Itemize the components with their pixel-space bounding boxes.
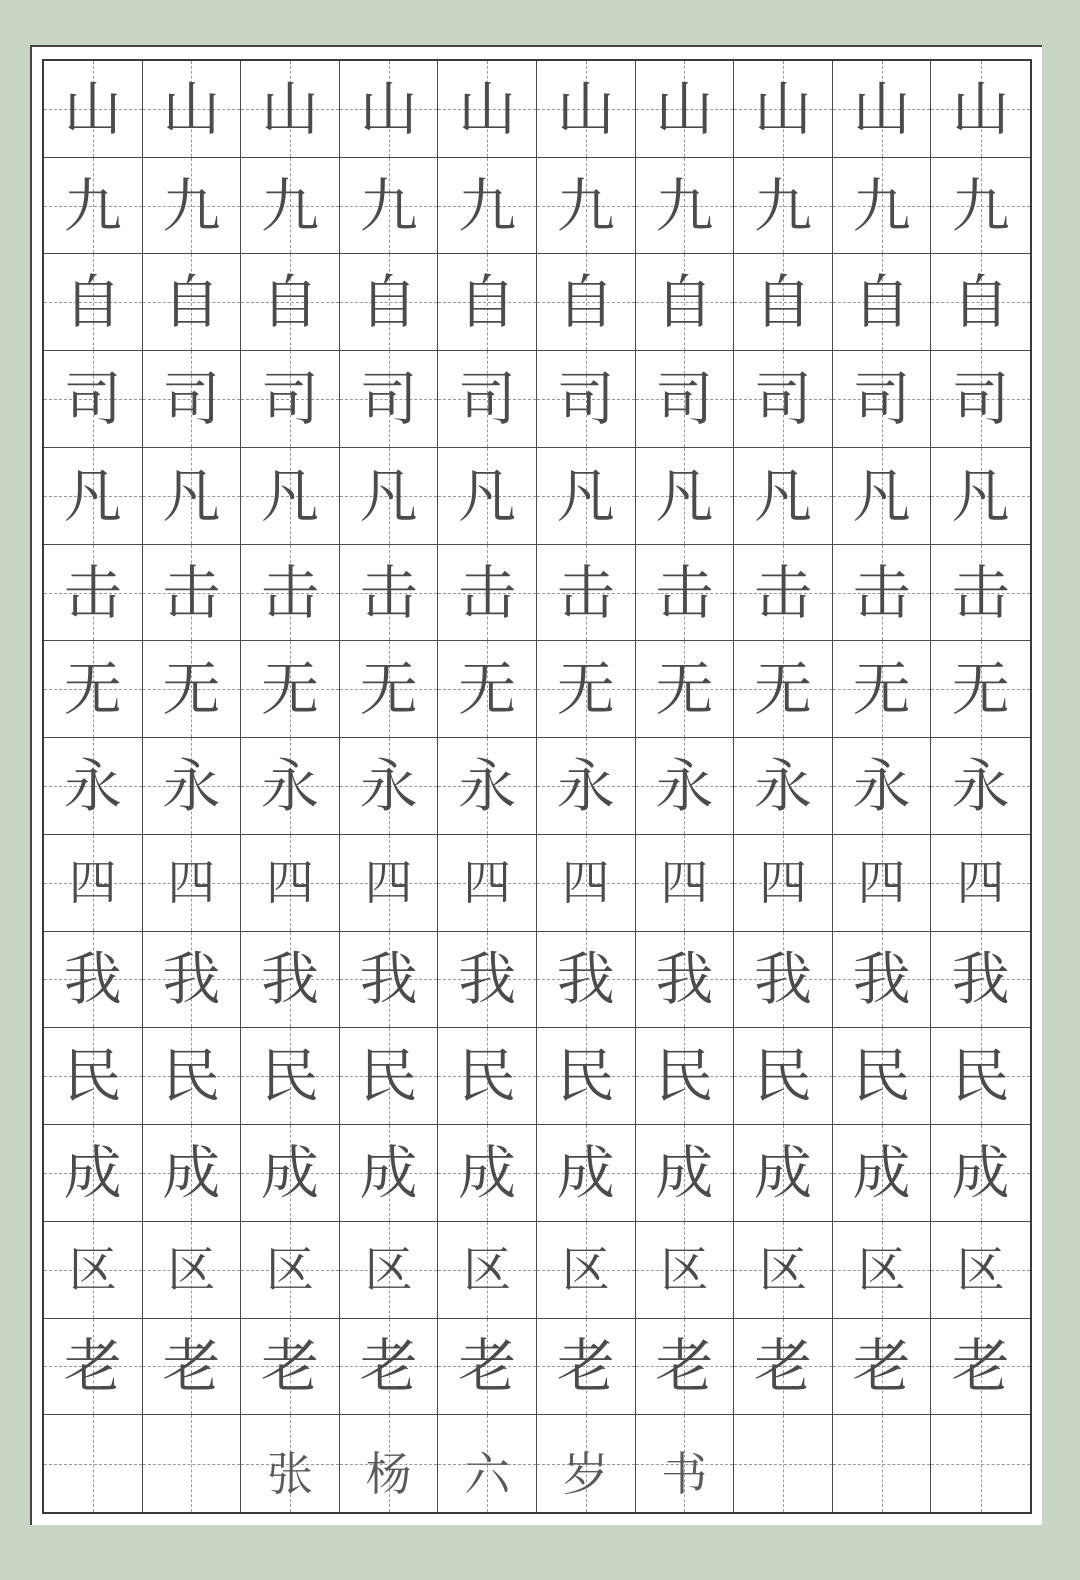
handwritten-character: 我 <box>458 945 517 1014</box>
handwritten-character: 老 <box>260 1332 319 1401</box>
grid-cell <box>241 158 340 255</box>
grid-cell <box>537 61 636 158</box>
handwritten-character: 山 <box>359 74 418 143</box>
handwritten-character: 自 <box>655 268 714 337</box>
grid-cell <box>833 254 932 351</box>
grid-cell <box>438 1125 537 1222</box>
grid-cell <box>438 1415 537 1512</box>
handwritten-character: 自 <box>852 268 911 337</box>
handwritten-character: 击 <box>556 558 615 627</box>
handwritten-character: 老 <box>753 1332 812 1401</box>
handwritten-character: 自 <box>359 268 418 337</box>
grid-cell <box>241 448 340 545</box>
grid-cell <box>537 738 636 835</box>
grid-cell <box>833 1319 932 1416</box>
handwritten-character: 凡 <box>655 461 714 530</box>
grid-cell <box>340 835 439 932</box>
grid-cell <box>734 1028 833 1125</box>
handwritten-character: 司 <box>951 365 1010 434</box>
handwritten-character: 凡 <box>852 461 911 530</box>
handwritten-character: 司 <box>162 365 221 434</box>
handwritten-character: 永 <box>556 751 615 820</box>
grid-cell <box>340 254 439 351</box>
grid-cell <box>241 1319 340 1416</box>
handwritten-character: 凡 <box>63 461 122 530</box>
handwritten-character: 九 <box>655 171 714 240</box>
grid-cell <box>734 158 833 255</box>
handwritten-character: 民 <box>852 1042 911 1111</box>
grid-cell <box>537 932 636 1029</box>
grid-cell <box>636 1028 735 1125</box>
grid-cell <box>340 158 439 255</box>
handwritten-character: 凡 <box>162 461 221 530</box>
handwritten-character: 击 <box>359 558 418 627</box>
handwritten-character: 我 <box>852 945 911 1014</box>
grid-cell <box>44 932 143 1029</box>
handwritten-character: 司 <box>753 365 812 434</box>
grid-cell <box>241 738 340 835</box>
handwritten-character: 区 <box>68 1241 117 1298</box>
handwritten-character: 无 <box>458 655 517 724</box>
handwritten-character: 永 <box>162 751 221 820</box>
handwritten-character: 成 <box>359 1138 418 1207</box>
character-grid <box>42 59 1032 1514</box>
handwritten-character: 司 <box>852 365 911 434</box>
grid-cell <box>734 61 833 158</box>
grid-cell <box>537 1415 636 1512</box>
grid-cell <box>44 351 143 448</box>
handwritten-character: 成 <box>951 1138 1010 1207</box>
handwritten-character: 山 <box>655 74 714 143</box>
grid-cell <box>931 158 1030 255</box>
grid-cell <box>636 448 735 545</box>
grid-cell <box>438 254 537 351</box>
handwritten-character: 永 <box>458 751 517 820</box>
handwritten-character: 无 <box>162 655 221 724</box>
grid-cell <box>734 1222 833 1319</box>
grid-cell <box>931 545 1030 642</box>
handwritten-character: 我 <box>556 945 615 1014</box>
grid-cell <box>734 351 833 448</box>
handwritten-character: 九 <box>63 171 122 240</box>
grid-cell <box>438 835 537 932</box>
handwritten-character: 无 <box>655 655 714 724</box>
grid-cell <box>734 1415 833 1512</box>
grid-cell <box>833 158 932 255</box>
handwritten-character: 我 <box>359 945 418 1014</box>
grid-cell <box>44 641 143 738</box>
handwritten-character: 无 <box>260 655 319 724</box>
handwritten-character: 四 <box>364 854 413 911</box>
grid-cell <box>44 1222 143 1319</box>
grid-cell <box>241 835 340 932</box>
grid-cell <box>931 254 1030 351</box>
grid-cell <box>636 641 735 738</box>
handwritten-character: 我 <box>753 945 812 1014</box>
grid-cell <box>438 61 537 158</box>
grid-cell <box>340 448 439 545</box>
grid-cell <box>44 448 143 545</box>
grid-cell <box>340 1028 439 1125</box>
grid-cell <box>734 835 833 932</box>
grid-cell <box>44 61 143 158</box>
grid-cell <box>833 61 932 158</box>
handwritten-character: 山 <box>162 74 221 143</box>
grid-cell <box>438 1222 537 1319</box>
grid-cell <box>931 448 1030 545</box>
handwritten-character: 九 <box>359 171 418 240</box>
grid-cell <box>438 932 537 1029</box>
grid-cell <box>734 932 833 1029</box>
grid-cell <box>143 351 242 448</box>
grid-cell <box>636 1222 735 1319</box>
handwritten-character: 老 <box>162 1332 221 1401</box>
handwritten-character: 老 <box>458 1332 517 1401</box>
handwritten-character: 永 <box>852 751 911 820</box>
handwritten-character: 山 <box>458 74 517 143</box>
grid-cell <box>438 158 537 255</box>
handwritten-character: 我 <box>951 945 1010 1014</box>
grid-cell <box>537 1125 636 1222</box>
handwritten-character: 司 <box>260 365 319 434</box>
grid-cell <box>143 932 242 1029</box>
handwritten-character: 民 <box>63 1042 122 1111</box>
handwritten-character: 区 <box>561 1241 610 1298</box>
handwritten-character: 成 <box>556 1138 615 1207</box>
grid-cell <box>833 738 932 835</box>
grid-cell <box>241 1415 340 1512</box>
handwritten-character: 凡 <box>753 461 812 530</box>
handwritten-character: 民 <box>162 1042 221 1111</box>
practice-sheet <box>30 45 1042 1525</box>
handwritten-character: 永 <box>63 751 122 820</box>
grid-cell <box>44 158 143 255</box>
grid-cell <box>143 1028 242 1125</box>
grid-cell <box>734 254 833 351</box>
handwritten-character: 四 <box>857 854 906 911</box>
handwritten-character: 老 <box>951 1332 1010 1401</box>
handwritten-character: 成 <box>655 1138 714 1207</box>
grid-cell <box>734 545 833 642</box>
handwritten-character: 老 <box>359 1332 418 1401</box>
handwritten-character: 凡 <box>556 461 615 530</box>
grid-cell <box>833 1125 932 1222</box>
grid-cell <box>241 351 340 448</box>
handwritten-character: 杨 <box>365 1446 412 1501</box>
grid-cell <box>931 835 1030 932</box>
grid-cell <box>143 61 242 158</box>
grid-cell <box>833 1222 932 1319</box>
grid-cell <box>833 1028 932 1125</box>
handwritten-character: 凡 <box>951 461 1010 530</box>
grid-cell <box>537 254 636 351</box>
grid-cell <box>438 1028 537 1125</box>
handwritten-character: 九 <box>852 171 911 240</box>
handwritten-character: 四 <box>561 854 610 911</box>
grid-cell <box>241 932 340 1029</box>
handwritten-character: 民 <box>556 1042 615 1111</box>
grid-cell <box>537 641 636 738</box>
handwritten-character: 自 <box>951 268 1010 337</box>
handwritten-character: 永 <box>260 751 319 820</box>
handwritten-character: 四 <box>758 854 807 911</box>
grid-cell <box>241 1125 340 1222</box>
grid-cell <box>537 448 636 545</box>
handwritten-character: 无 <box>63 655 122 724</box>
grid-cell <box>143 1125 242 1222</box>
handwritten-character: 无 <box>951 655 1010 724</box>
handwritten-character: 永 <box>359 751 418 820</box>
handwritten-character: 民 <box>951 1042 1010 1111</box>
grid-cell <box>833 448 932 545</box>
handwritten-character: 击 <box>162 558 221 627</box>
handwritten-character: 区 <box>857 1241 906 1298</box>
grid-cell <box>636 158 735 255</box>
grid-cell <box>636 254 735 351</box>
grid-cell <box>537 1222 636 1319</box>
handwritten-character: 击 <box>951 558 1010 627</box>
handwritten-character: 自 <box>162 268 221 337</box>
handwritten-character: 自 <box>260 268 319 337</box>
handwritten-character: 击 <box>458 558 517 627</box>
handwritten-character: 永 <box>951 751 1010 820</box>
handwritten-character: 区 <box>463 1241 512 1298</box>
handwritten-character: 永 <box>655 751 714 820</box>
handwritten-character: 山 <box>260 74 319 143</box>
handwritten-character: 岁 <box>562 1446 609 1501</box>
handwritten-character: 民 <box>359 1042 418 1111</box>
grid-cell <box>438 351 537 448</box>
handwritten-character: 民 <box>655 1042 714 1111</box>
handwritten-character: 山 <box>63 74 122 143</box>
grid-cell <box>537 351 636 448</box>
handwritten-character: 九 <box>753 171 812 240</box>
grid-cell <box>340 545 439 642</box>
handwritten-character: 山 <box>852 74 911 143</box>
grid-cell <box>340 932 439 1029</box>
grid-cell <box>44 1125 143 1222</box>
grid-cell <box>241 641 340 738</box>
handwritten-character: 自 <box>753 268 812 337</box>
handwritten-character: 永 <box>753 751 812 820</box>
handwritten-character: 凡 <box>458 461 517 530</box>
grid-cell <box>241 1222 340 1319</box>
handwritten-character: 击 <box>260 558 319 627</box>
handwritten-character: 司 <box>63 365 122 434</box>
handwritten-character: 九 <box>951 171 1010 240</box>
handwritten-character: 老 <box>556 1332 615 1401</box>
grid-cell <box>636 61 735 158</box>
grid-cell <box>44 1415 143 1512</box>
handwritten-character: 书 <box>661 1446 708 1501</box>
grid-cell <box>931 1125 1030 1222</box>
grid-cell <box>537 158 636 255</box>
handwritten-character: 自 <box>556 268 615 337</box>
handwritten-character: 九 <box>162 171 221 240</box>
handwritten-character: 成 <box>260 1138 319 1207</box>
grid-cell <box>44 254 143 351</box>
grid-cell <box>734 448 833 545</box>
handwritten-character: 击 <box>753 558 812 627</box>
grid-cell <box>636 1415 735 1512</box>
handwritten-character: 九 <box>260 171 319 240</box>
handwritten-character: 区 <box>265 1241 314 1298</box>
grid-cell <box>931 1319 1030 1416</box>
grid-cell <box>833 835 932 932</box>
handwritten-character: 民 <box>260 1042 319 1111</box>
grid-cell <box>143 545 242 642</box>
grid-cell <box>143 641 242 738</box>
handwritten-character: 老 <box>63 1332 122 1401</box>
handwritten-character: 区 <box>660 1241 709 1298</box>
handwritten-character: 我 <box>655 945 714 1014</box>
grid-cell <box>143 448 242 545</box>
grid-cell <box>833 545 932 642</box>
handwritten-character: 山 <box>753 74 812 143</box>
grid-cell <box>340 641 439 738</box>
handwritten-character: 九 <box>458 171 517 240</box>
grid-cell <box>143 1415 242 1512</box>
grid-cell <box>636 1319 735 1416</box>
handwritten-character: 司 <box>458 365 517 434</box>
handwritten-character: 成 <box>63 1138 122 1207</box>
handwritten-character: 区 <box>167 1241 216 1298</box>
grid-cell <box>931 641 1030 738</box>
grid-cell <box>44 835 143 932</box>
grid-cell <box>241 61 340 158</box>
handwritten-character: 四 <box>956 854 1005 911</box>
handwritten-character: 区 <box>364 1241 413 1298</box>
grid-cell <box>143 1319 242 1416</box>
grid-cell <box>340 61 439 158</box>
handwritten-character: 四 <box>463 854 512 911</box>
grid-cell <box>340 738 439 835</box>
grid-cell <box>833 1415 932 1512</box>
grid-cell <box>931 932 1030 1029</box>
handwritten-character: 无 <box>852 655 911 724</box>
grid-cell <box>143 254 242 351</box>
handwritten-character: 老 <box>852 1332 911 1401</box>
handwritten-character: 司 <box>359 365 418 434</box>
grid-cell <box>537 545 636 642</box>
handwritten-character: 凡 <box>359 461 418 530</box>
grid-cell <box>438 641 537 738</box>
handwritten-character: 成 <box>852 1138 911 1207</box>
grid-cell <box>734 1319 833 1416</box>
handwritten-character: 凡 <box>260 461 319 530</box>
handwritten-character: 民 <box>753 1042 812 1111</box>
handwritten-character: 区 <box>758 1241 807 1298</box>
grid-cell <box>734 641 833 738</box>
grid-cell <box>833 932 932 1029</box>
handwritten-character: 区 <box>956 1241 1005 1298</box>
handwritten-character: 自 <box>458 268 517 337</box>
handwritten-character: 成 <box>162 1138 221 1207</box>
handwritten-character: 四 <box>68 854 117 911</box>
grid-cell <box>636 738 735 835</box>
grid-cell <box>734 1125 833 1222</box>
grid-cell <box>537 1319 636 1416</box>
handwritten-character: 四 <box>167 854 216 911</box>
grid-cell <box>438 545 537 642</box>
handwritten-character: 无 <box>753 655 812 724</box>
grid-cell <box>44 738 143 835</box>
handwritten-character: 无 <box>556 655 615 724</box>
grid-cell <box>241 254 340 351</box>
grid-cell <box>931 61 1030 158</box>
grid-cell <box>636 835 735 932</box>
grid-cell <box>143 1222 242 1319</box>
grid-cell <box>636 932 735 1029</box>
grid-cell <box>44 545 143 642</box>
handwritten-character: 四 <box>265 854 314 911</box>
grid-cell <box>340 1319 439 1416</box>
grid-cell <box>438 448 537 545</box>
handwritten-character: 六 <box>464 1446 511 1501</box>
grid-cell <box>931 1415 1030 1512</box>
grid-cell <box>143 738 242 835</box>
handwritten-character: 自 <box>63 268 122 337</box>
handwritten-character: 四 <box>660 854 709 911</box>
grid-cell <box>833 351 932 448</box>
grid-cell <box>44 1028 143 1125</box>
grid-cell <box>537 835 636 932</box>
handwritten-character: 击 <box>655 558 714 627</box>
grid-cell <box>340 1222 439 1319</box>
handwritten-character: 民 <box>458 1042 517 1111</box>
grid-cell <box>931 1222 1030 1319</box>
handwritten-character: 成 <box>753 1138 812 1207</box>
grid-cell <box>636 545 735 642</box>
grid-cell <box>340 1415 439 1512</box>
grid-cell <box>241 545 340 642</box>
grid-cell <box>143 835 242 932</box>
grid-cell <box>833 641 932 738</box>
handwritten-character: 九 <box>556 171 615 240</box>
handwritten-character: 司 <box>556 365 615 434</box>
handwritten-character: 成 <box>458 1138 517 1207</box>
grid-cell <box>438 738 537 835</box>
grid-cell <box>931 351 1030 448</box>
handwritten-character: 击 <box>852 558 911 627</box>
grid-cell <box>734 738 833 835</box>
grid-cell <box>340 351 439 448</box>
grid-cell <box>537 1028 636 1125</box>
handwritten-character: 我 <box>63 945 122 1014</box>
handwritten-character: 无 <box>359 655 418 724</box>
handwritten-character: 张 <box>266 1446 313 1501</box>
handwritten-character: 山 <box>951 74 1010 143</box>
handwritten-character: 司 <box>655 365 714 434</box>
handwritten-character: 击 <box>63 558 122 627</box>
grid-cell <box>340 1125 439 1222</box>
grid-cell <box>931 1028 1030 1125</box>
grid-cell <box>241 1028 340 1125</box>
grid-cell <box>143 158 242 255</box>
handwritten-character: 老 <box>655 1332 714 1401</box>
grid-cell <box>44 1319 143 1416</box>
grid-cell <box>636 1125 735 1222</box>
handwritten-character: 我 <box>162 945 221 1014</box>
grid-cell <box>636 351 735 448</box>
grid-cell <box>438 1319 537 1416</box>
handwritten-character: 山 <box>556 74 615 143</box>
grid-cell <box>931 738 1030 835</box>
handwritten-character: 我 <box>260 945 319 1014</box>
